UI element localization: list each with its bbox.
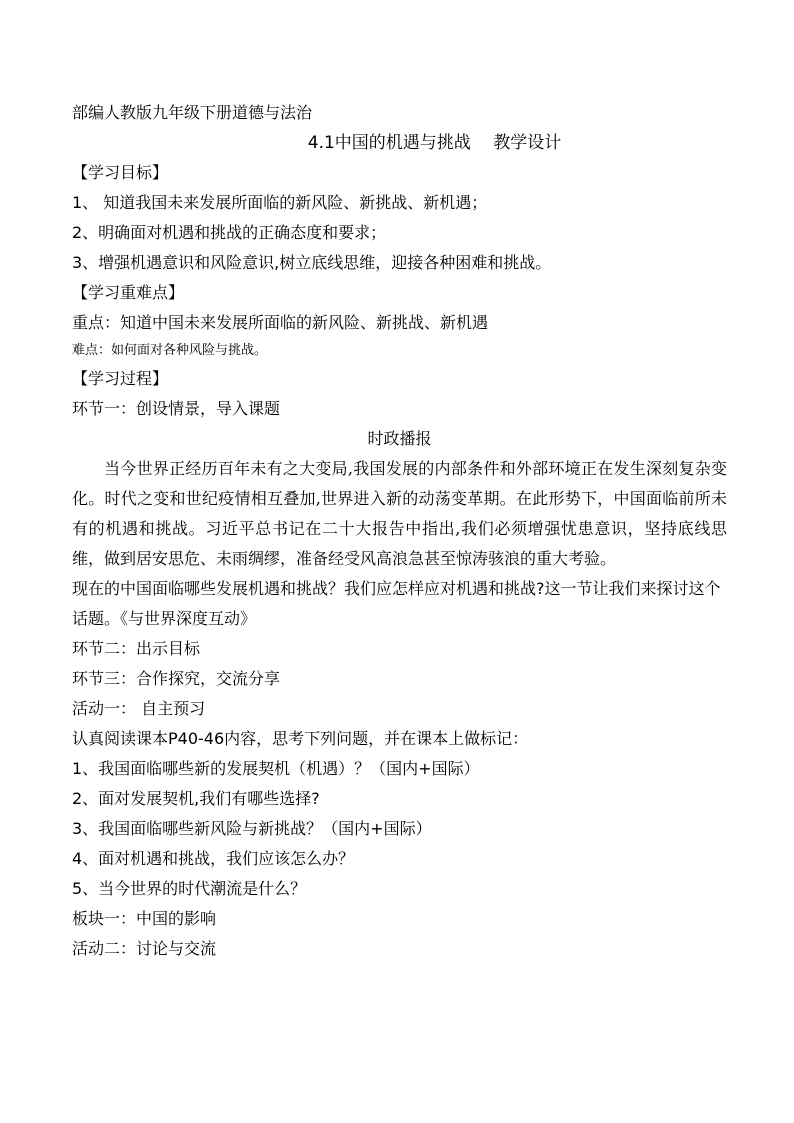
key-point: 重点：知道中国未来发展所面临的新风险、新挑战、新机遇: [72, 313, 489, 332]
step-two: 环节二：出示目标: [72, 639, 201, 658]
key-points-heading: 【学习重难点】: [72, 283, 185, 302]
document-page: [72, 98, 727, 964]
step-three: 环节三：合作探究，交流分享: [72, 669, 281, 688]
document-subtitle: 部编人教版九年级下册道德与法治: [72, 103, 313, 122]
goals-heading: 【学习目标】: [72, 163, 169, 182]
question-item: 2、面对发展契机,我们有哪些选择?: [72, 789, 320, 808]
step-one: 环节一：创设情景，导入课题: [72, 399, 281, 418]
activity-one: 活动一： 自主预习: [72, 699, 206, 718]
process-heading: 【学习过程】: [72, 369, 169, 388]
block-one: 板块一：中国的影响: [72, 909, 217, 928]
question-item: 5、当今世界的时代潮流是什么？: [72, 879, 307, 898]
goal-item: 1、 知道我国未来发展所面临的新风险、新挑战、新机遇；: [72, 193, 488, 212]
news-paragraph: 当今世界正经历百年未有之大变局,我国发展的内部条件和外部环境正在发生深刻复杂变化。时代之变和世纪疫情相互叠加,世界进入新的动荡变革期。在此形势下，中国面临前所未有的机遇和挑战。习近平总书记在二十大报告中指出,我们必须增强忧患意识，坚持底线思维，做到居安思危、未雨绸缪，准备经受风高浪急甚至惊涛骇浪的重大考验。: [72, 459, 727, 568]
goal-item: 3、增强机遇意识和风险意识,树立底线思维，迎接各种困难和挑战。: [72, 253, 552, 272]
news-title: 时政播报: [367, 429, 432, 448]
goal-item: 2、明确面对机遇和挑战的正确态度和要求；: [72, 223, 387, 242]
document-title: 4.1中国的机遇与挑战 教学设计: [307, 133, 562, 153]
question-paragraph: 现在的中国面临哪些发展机遇和挑战？我们应怎样应对机遇和挑战?这一节让我们来探讨这个话题。《与世界深度互动》: [72, 579, 721, 628]
reading-instruction: 认真阅读课本P40-46内容，思考下列问题，并在课本上做标记：: [72, 729, 529, 748]
difficult-point: 难点：如何面对各种风险与挑战。: [72, 343, 268, 358]
question-item: 3、我国面临哪些新风险与新挑战？（国内+国际）: [72, 819, 432, 838]
question-item: 1、我国面临哪些新的发展契机（机遇）？（国内+国际）: [72, 759, 480, 778]
question-item: 4、面对机遇和挑战，我们应该怎么办？: [72, 849, 355, 868]
activity-two: 活动二：讨论与交流: [72, 939, 217, 958]
